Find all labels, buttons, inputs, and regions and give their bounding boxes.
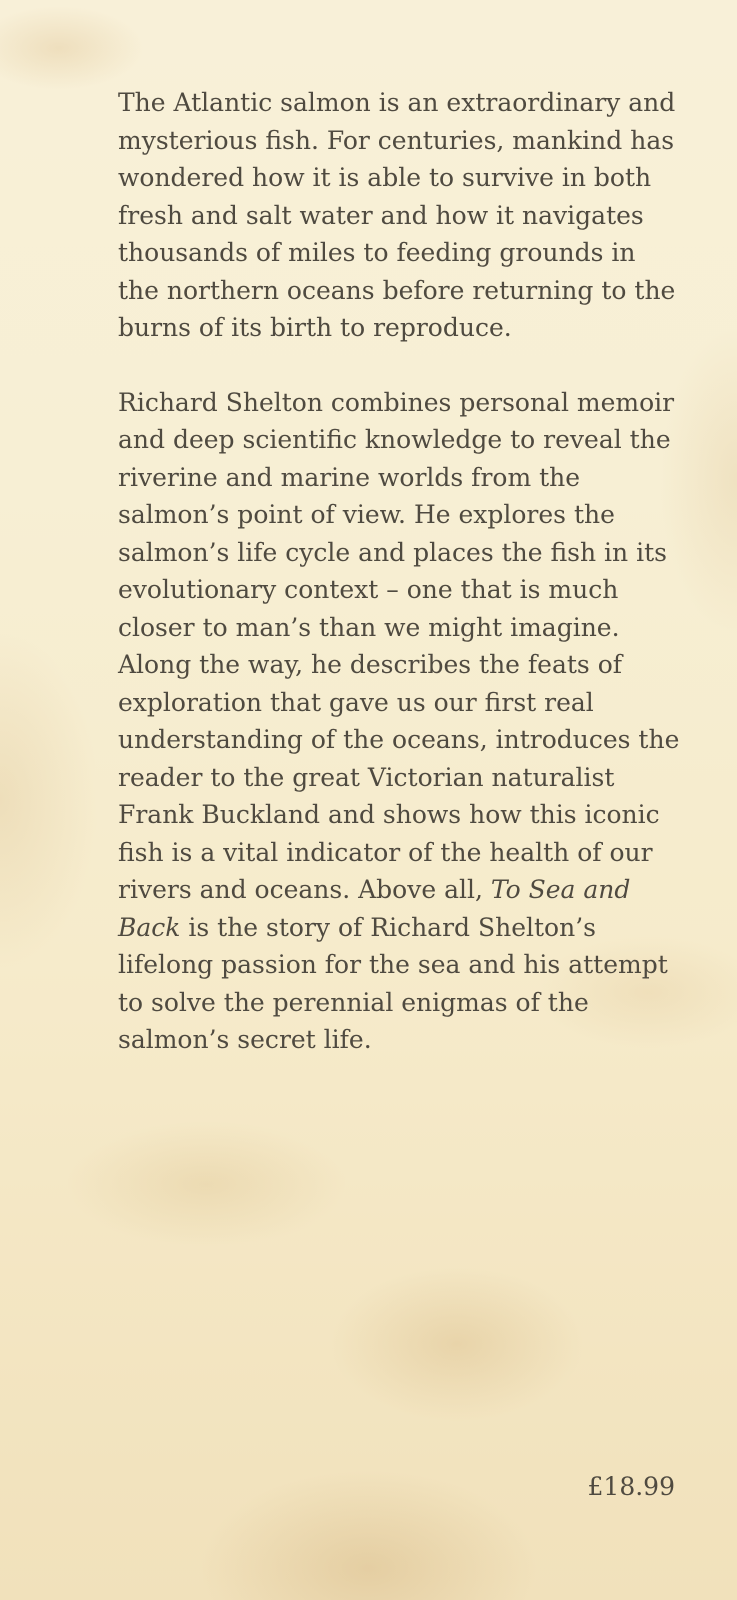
blurb-text <box>118 84 683 1059</box>
price-label: £18.99 <box>587 1472 675 1501</box>
blurb-paragraph-2-end: is the story of Richard Shelton’s lifelong passion for the sea and his attempt to solve the perennial enigmas of the salmon’s secret life. <box>118 912 668 1054</box>
book-title: To Sea and Back <box>118 875 631 942</box>
blurb-paragraph-2 <box>118 384 683 1059</box>
blurb-paragraph-1: The Atlantic salmon is an extraordinary and mysterious fish. For centuries, mankind has wondered how it is able to survive in both fresh and salt water and how it navigates thousands of miles to feeding grounds in the northern oceans before returning to the burns of its birth to reproduce. <box>118 88 676 342</box>
blurb-paragraph-2-start: Richard Shelton combines personal memoir and deep scientific knowledge to reveal the riverine and marine worlds from the salmon’s point of view. He explores the salmon’s life cycle and places the fish in its evolutionary context – one that is much closer to man’s than we might imagine. Along the way, he describes the feats of exploration that gave us our first real understanding of the oceans, introduces the reader to the great Victorian naturalist Frank Buckland and shows how this iconic fish is a vital indicator of the health of our rivers and oceans. Above all, <box>118 387 680 904</box>
